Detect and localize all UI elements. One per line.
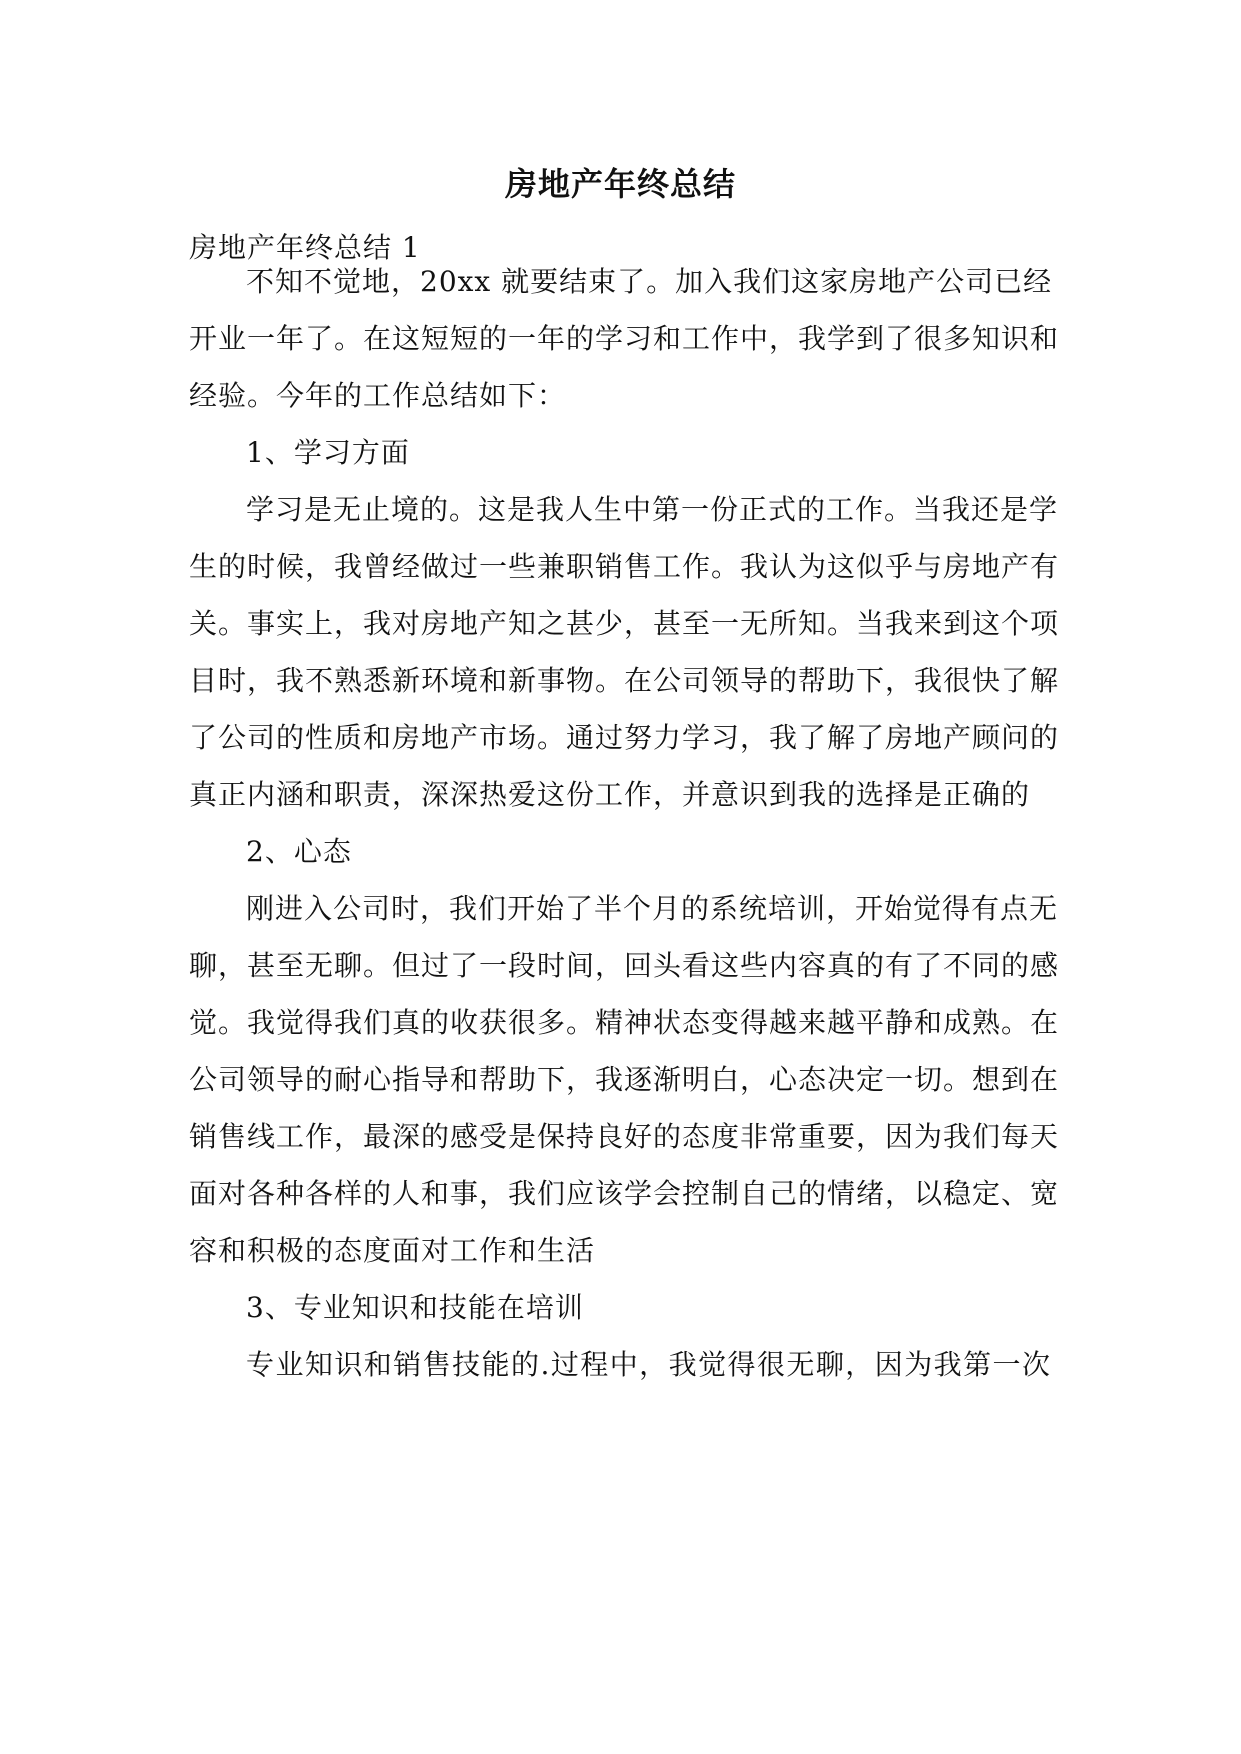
paragraph-line: 学习是无止境的。这是我人生中第一份正式的工作。当我还是学 [246,493,1059,526]
paragraph-line: 面对各种各样的人和事，我们应该学会控制自己的情绪，以稳定、宽 [189,1177,1060,1210]
paragraph-line: 刚进入公司时，我们开始了半个月的系统培训，开始觉得有点无 [246,892,1059,925]
paragraph-line: 公司领导的耐心指导和帮助下，我逐渐明白，心态决定一切。想到在 [189,1063,1060,1096]
paragraph-line: 目时，我不熟悉新环境和新事物。在公司领导的帮助下，我很快了解 [189,664,1060,697]
paragraph-line: 了公司的性质和房地产市场。通过努力学习，我了解了房地产顾问的 [189,721,1060,754]
paragraph-line: 觉。我觉得我们真的收获很多。精神状态变得越来越平静和成熟。在 [189,1006,1060,1039]
paragraph-line: 开业一年了。在这短短的一年的学习和工作中，我学到了很多知识和 [189,322,1060,355]
paragraph-line: 不知不觉地，20xx 就要结束了。加入我们这家房地产公司已经 [246,265,1053,298]
paragraph-line: 经验。今年的工作总结如下： [189,379,567,412]
document-subtitle: 房地产年终总结 1 [189,231,421,264]
paragraph-line: 关。事实上，我对房地产知之甚少，甚至一无所知。当我来到这个项 [189,607,1060,640]
section-heading: 3、专业知识和技能在培训 [246,1291,584,1324]
document-title: 房地产年终总结 [504,165,736,203]
paragraph-line: 聊，甚至无聊。但过了一段时间，回头看这些内容真的有了不同的感 [189,949,1060,982]
section-heading: 2、心态 [246,835,352,868]
paragraph-line: 专业知识和销售技能的.过程中，我觉得很无聊，因为我第一次 [246,1348,1051,1381]
paragraph-line: 容和积极的态度面对工作和生活 [189,1234,596,1267]
section-heading: 1、学习方面 [246,436,410,469]
paragraph-line: 销售线工作，最深的感受是保持良好的态度非常重要，因为我们每天 [189,1120,1060,1153]
paragraph-line: 真正内涵和职责，深深热爱这份工作，并意识到我的选择是正确的 [189,778,1031,811]
paragraph-line: 生的时候，我曾经做过一些兼职销售工作。我认为这似乎与房地产有 [189,550,1060,583]
